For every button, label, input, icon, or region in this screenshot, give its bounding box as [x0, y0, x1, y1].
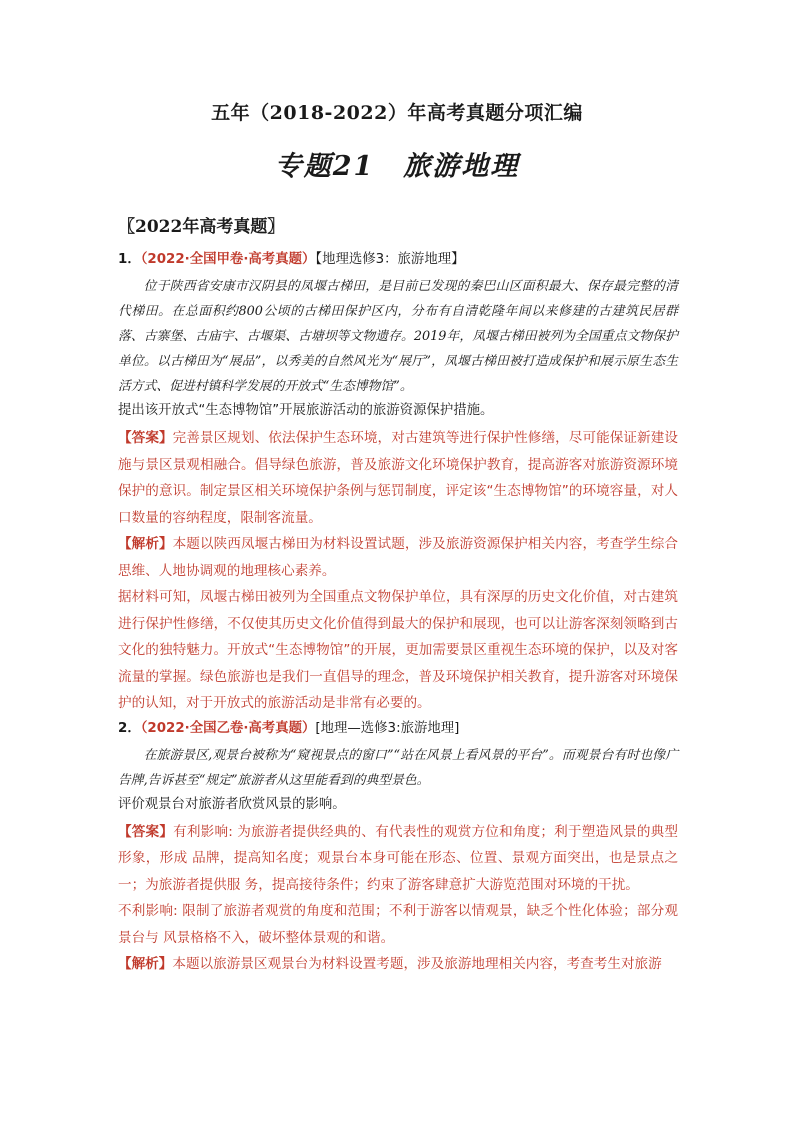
- question-2-header: [118, 717, 678, 741]
- question-2-prompt: 评价观景台对旅游者欣赏风景的影响。: [118, 796, 346, 812]
- question-1-material: 位于陕西省安康市汉阴县的凤堰古梯田，是目前已发现的秦巴山区面积最大、保存最完整的清代梯田。在总面积约800公顷的古梯田保护区内，分布有自清乾隆年间以来修建的古建筑民居群落、古寨堡、古庙宇、古堰渠、古塘坝等文物遗存。2019年，凤堰古梯田被列为全国重点文物保护单位。以古梯田为“展品”，以秀美的自然风光为“展厅”，凤堰古梯田被打造成保护和展示原生态生活方式、促进村镇科学发展的开放式“生态博物馆”。: [118, 279, 678, 394]
- question-2-topic: [地理—选修3:旅游地理]: [315, 720, 460, 736]
- question-2-analysis: [118, 951, 678, 978]
- analysis-tag: 【解析】: [118, 956, 173, 972]
- question-2-number: 2．: [118, 720, 141, 736]
- question-2-material: 在旅游景区,观景台被称为“窥视景点的窗口”“站在风景上看风景的平台”。而观景台有时也像广告牌,告诉甚至“规定”旅游者从这里能看到的典型景色。: [118, 747, 678, 788]
- question-1-header: [118, 248, 678, 272]
- question-1-analysis: [118, 531, 678, 584]
- question-2-source: （2022·全国乙卷·高考真题）: [140, 720, 316, 736]
- question-2-answer-unfavorable: 不利影响: 限制了旅游者观赏的角度和范围；不利于游客以情观景，缺乏个性化体验；部分观景台与 风景格格不入，破坏整体景观的和谐。: [118, 903, 678, 946]
- question-1-topic: 【地理选修3：旅游地理】: [315, 252, 465, 267]
- document-title: 五年（2018-2022）年高考真题分项汇编: [211, 102, 583, 124]
- question-1-answer: [118, 425, 678, 531]
- question-1-prompt: 提出该开放式“生态博物馆”开展旅游活动的旅游资源保护措施。: [118, 403, 494, 418]
- question-1-number: 1．: [118, 252, 141, 267]
- question-2-analysis-text: 本题以旅游景区观景台为材料设置考题，涉及旅游地理相关内容，考查考生对旅游: [172, 956, 662, 972]
- answer-tag: 【答案】: [118, 823, 174, 840]
- question-2-answer: [118, 819, 678, 899]
- answer-tag: 【答案】: [118, 430, 173, 446]
- content-body: [118, 248, 678, 978]
- question-2-answer-text: 有利影响: 为旅游者提供经典的、有代表性的观赏方位和角度；利于塑造风景的典型形象，形成 品牌，提高知名度；观景台本身可能在形态、位置、景观方面突出，也是景点之一；为旅游者提供服 务，提高接待条件；约束了游客肆意扩大游览范围对环境的干扰。: [118, 823, 678, 893]
- question-1-analysis-detail: 据材料可知，凤堰古梯田被列为全国重点文物保护单位，具有深厚的历史文化价值，对古建筑进行保护性修缮，不仅使其历史文化价值得到最大的保护和展现，也可以让游客深刻领略到古文化的独特魅力。开放式“生态博物馆”的开展，更加需要景区重视生态环境的保护，以及对客流量的掌握。绿色旅游也是我们一直倡导的理念，普及环境保护相关教育，提升游客对环境保护的认知，对于开放式的旅游活动是非常有必要的。: [118, 589, 678, 711]
- topic-title: 专题21 旅游地理: [274, 151, 520, 182]
- analysis-tag: 【解析】: [118, 536, 173, 552]
- question-1-source: （2022·全国甲卷·高考真题）: [140, 252, 316, 267]
- section-heading: 〖2022年高考真题〗: [118, 217, 285, 237]
- question-1-analysis-text: 本题以陕西凤堰古梯田为材料设置试题，涉及旅游资源保护相关内容，考查学生综合思维、人地协调观的地理核心素养。: [118, 536, 678, 579]
- question-1-answer-text: 完善景区规划、依法保护生态环境，对古建筑等进行保护性修缮，尽可能保证新建设施与景区景观相融合。倡导绿色旅游，普及旅游文化环境保护教育，提高游客对旅游资源环境保护的意识。制定景区相关环境保护条例与惩罚制度，评定该“生态博物馆”的环境容量，对人口数量的容纳程度，限制客流量。: [118, 430, 678, 526]
